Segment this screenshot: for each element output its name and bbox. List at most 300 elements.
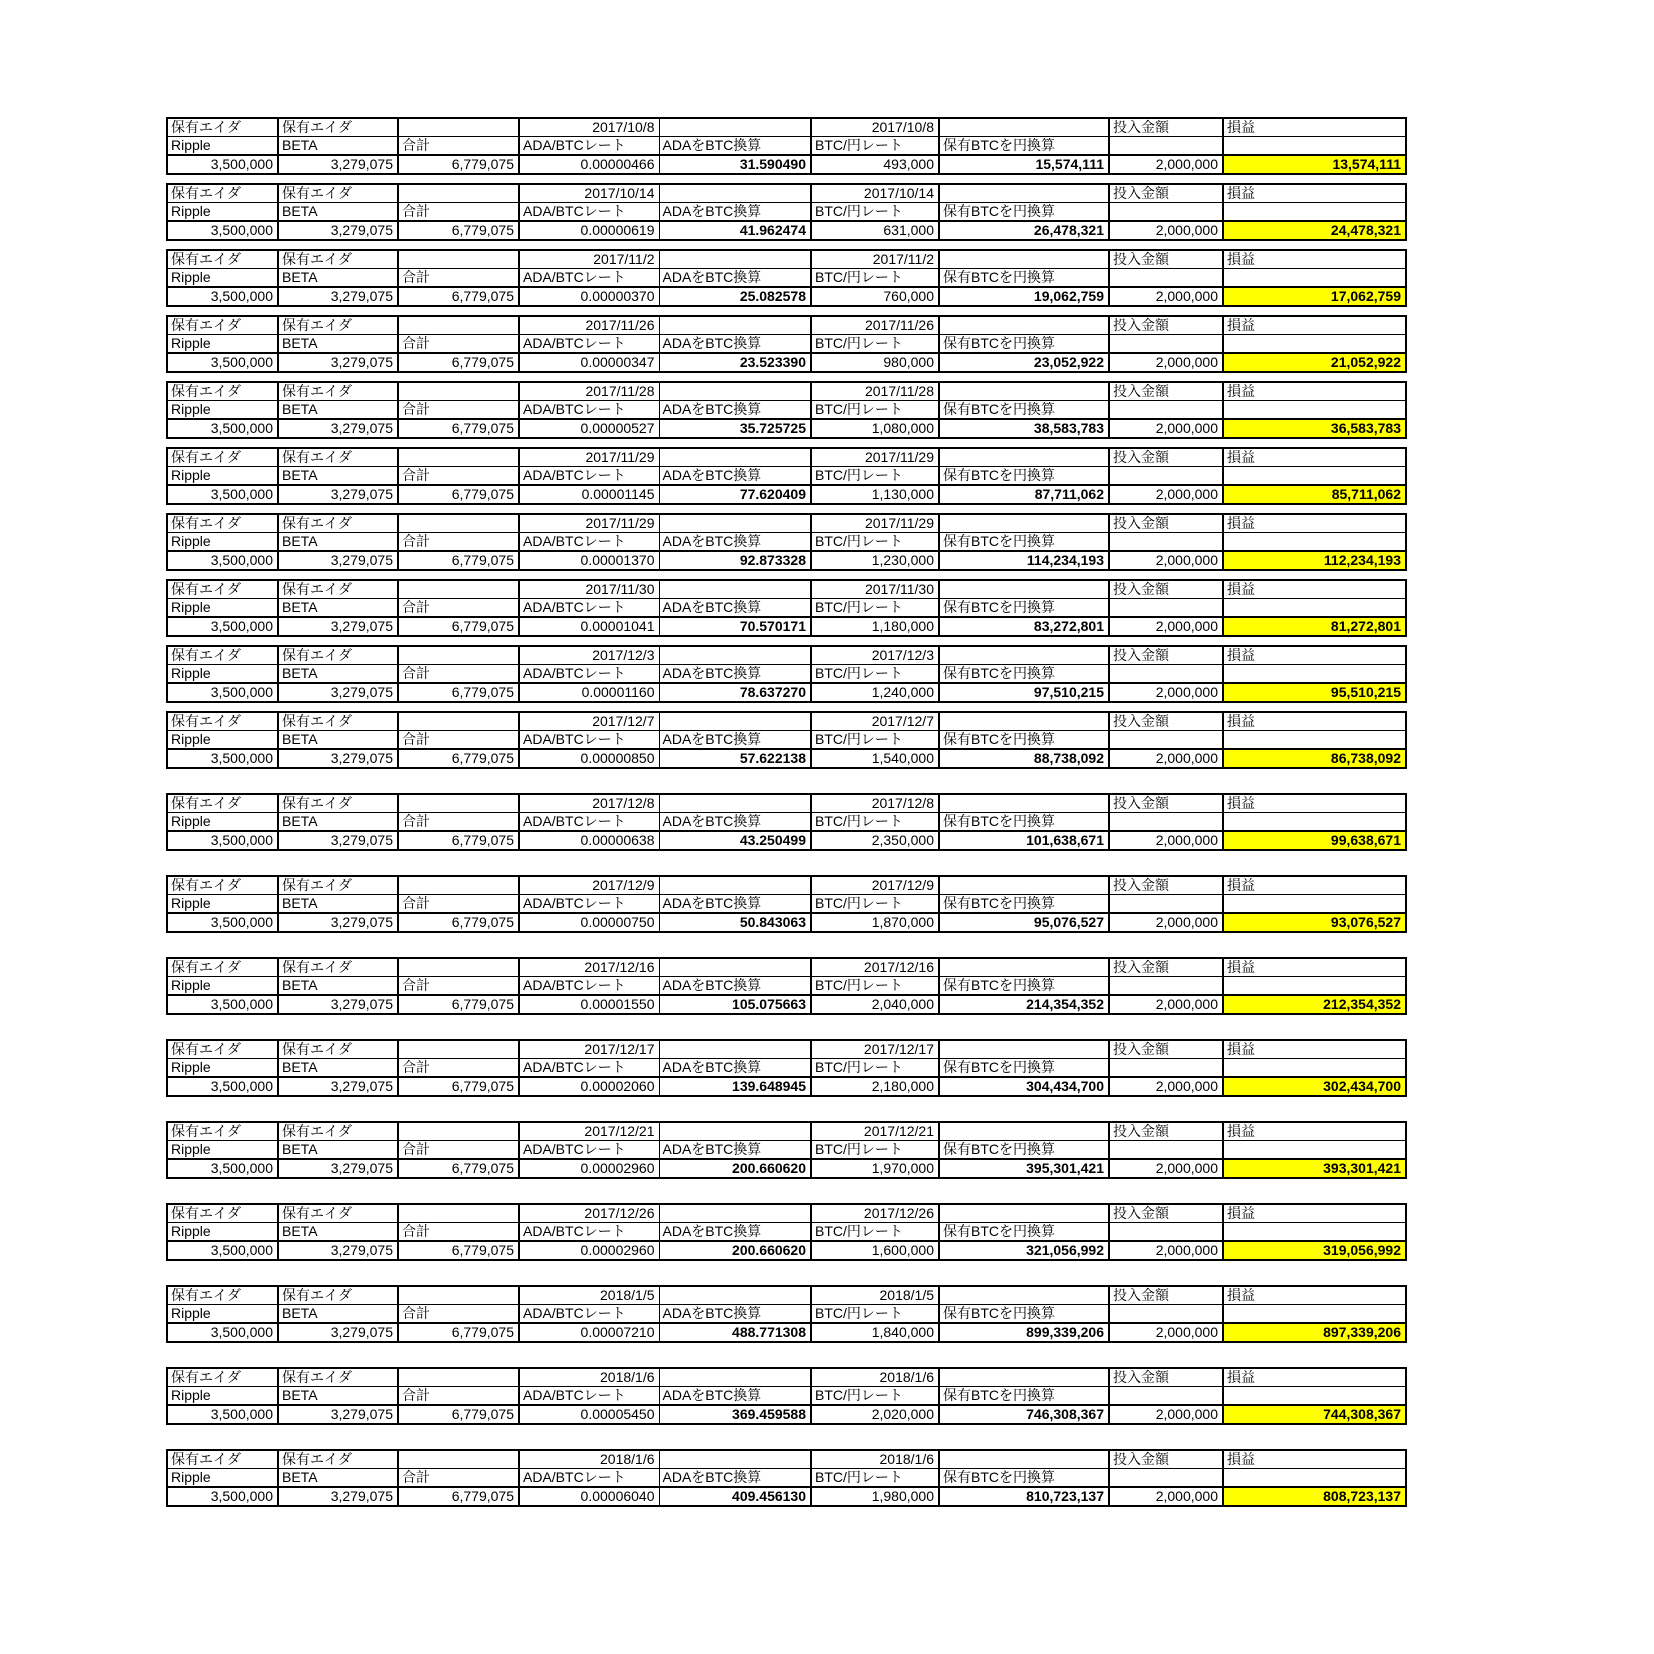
- ripple-amount-cell: 3,500,000: [167, 1405, 278, 1424]
- beta-label: BETA: [278, 665, 398, 684]
- btc-to-jpy-label: 保有BTCを円換算: [939, 977, 1109, 996]
- ripple-label: Ripple: [167, 895, 278, 914]
- btc-jpy-rate-label: BTC/円レート: [811, 1059, 939, 1078]
- holding-ada-header-2: 保有エイダ: [278, 382, 398, 401]
- holding-ada-header-2: 保有エイダ: [278, 514, 398, 533]
- total-amount-cell: 6,779,075: [398, 419, 519, 438]
- ada-btc-rate-label: ADA/BTCレート: [519, 203, 659, 222]
- btc-date-cell: 2017/12/8: [811, 794, 939, 813]
- ada-btc-rate-cell: 0.00000347: [519, 353, 659, 372]
- ada-btc-rate-label: ADA/BTCレート: [519, 1141, 659, 1160]
- btc-jpy-rate-label: BTC/円レート: [811, 1305, 939, 1324]
- beta-label: BETA: [278, 533, 398, 552]
- conversion-block: [166, 579, 1407, 637]
- ada-btc-rate-cell: 0.00001145: [519, 485, 659, 504]
- beta-label: BETA: [278, 1223, 398, 1242]
- ripple-amount-cell: 3,500,000: [167, 617, 278, 636]
- ripple-amount-cell: 3,500,000: [167, 287, 278, 306]
- spacer-cell: [1109, 203, 1223, 222]
- ada-date-cell: 2017/12/9: [519, 876, 659, 895]
- btc-to-jpy-label: 保有BTCを円換算: [939, 1387, 1109, 1406]
- holding-ada-header-1: 保有エイダ: [167, 118, 278, 137]
- ada-to-btc-label: ADAをBTC換算: [659, 1305, 811, 1324]
- block-value-row: [167, 1159, 1406, 1178]
- spacer-cell: [1223, 731, 1406, 750]
- btc-in-jpy-cell: 26,478,321: [939, 221, 1109, 240]
- invested-amount-cell: 2,000,000: [1109, 1405, 1223, 1424]
- ada-in-btc-cell: 139.648945: [659, 1077, 811, 1096]
- beta-label: BETA: [278, 1387, 398, 1406]
- beta-label: BETA: [278, 203, 398, 222]
- spacer-cell: [398, 580, 519, 599]
- btc-jpy-rate-cell: 1,180,000: [811, 617, 939, 636]
- block-header-row: [167, 382, 1406, 401]
- ripple-amount-cell: 3,500,000: [167, 1241, 278, 1260]
- total-label: 合計: [398, 895, 519, 914]
- conversion-block: [166, 381, 1407, 439]
- profit-header: 損益: [1223, 958, 1406, 977]
- block-value-row: [167, 1405, 1406, 1424]
- ada-date-cell: 2017/12/8: [519, 794, 659, 813]
- profit-value-cell: 24,478,321: [1223, 221, 1406, 240]
- btc-jpy-rate-label: BTC/円レート: [811, 467, 939, 486]
- btc-jpy-rate-label: BTC/円レート: [811, 813, 939, 832]
- profit-value-cell: 21,052,922: [1223, 353, 1406, 372]
- btc-jpy-rate-cell: 1,540,000: [811, 749, 939, 768]
- ada-date-cell: 2017/12/17: [519, 1040, 659, 1059]
- spacer-cell: [939, 118, 1109, 137]
- profit-header: 損益: [1223, 1450, 1406, 1469]
- btc-to-jpy-label: 保有BTCを円換算: [939, 1223, 1109, 1242]
- spacer-cell: [659, 794, 811, 813]
- total-amount-cell: 6,779,075: [398, 1241, 519, 1260]
- holding-ada-header-2: 保有エイダ: [278, 1040, 398, 1059]
- btc-jpy-rate-cell: 2,180,000: [811, 1077, 939, 1096]
- invested-amount-header: 投入金額: [1109, 958, 1223, 977]
- btc-to-jpy-label: 保有BTCを円換算: [939, 203, 1109, 222]
- beta-label: BETA: [278, 1305, 398, 1324]
- ada-date-cell: 2017/10/8: [519, 118, 659, 137]
- ada-btc-rate-cell: 0.00000750: [519, 913, 659, 932]
- ripple-amount-cell: 3,500,000: [167, 831, 278, 850]
- btc-date-cell: 2017/11/29: [811, 448, 939, 467]
- btc-to-jpy-label: 保有BTCを円換算: [939, 599, 1109, 618]
- holding-ada-header-2: 保有エイダ: [278, 1286, 398, 1305]
- spacer-cell: [939, 316, 1109, 335]
- spacer-cell: [1223, 599, 1406, 618]
- btc-in-jpy-cell: 38,583,783: [939, 419, 1109, 438]
- profit-header: 損益: [1223, 448, 1406, 467]
- conversion-block: [166, 645, 1407, 703]
- holding-ada-header-1: 保有エイダ: [167, 316, 278, 335]
- spacer-cell: [398, 1040, 519, 1059]
- btc-jpy-rate-label: BTC/円レート: [811, 1141, 939, 1160]
- block-value-row: [167, 287, 1406, 306]
- ada-btc-rate-label: ADA/BTCレート: [519, 335, 659, 354]
- invested-amount-header: 投入金額: [1109, 316, 1223, 335]
- invested-amount-cell: 2,000,000: [1109, 913, 1223, 932]
- total-amount-cell: 6,779,075: [398, 1077, 519, 1096]
- conversion-block: [166, 183, 1407, 241]
- ada-btc-rate-label: ADA/BTCレート: [519, 137, 659, 156]
- btc-to-jpy-label: 保有BTCを円換算: [939, 467, 1109, 486]
- spacer-cell: [1109, 895, 1223, 914]
- btc-in-jpy-cell: 304,434,700: [939, 1077, 1109, 1096]
- spacer-cell: [659, 448, 811, 467]
- profit-header: 損益: [1223, 316, 1406, 335]
- invested-amount-header: 投入金額: [1109, 794, 1223, 813]
- beta-label: BETA: [278, 335, 398, 354]
- btc-in-jpy-cell: 214,354,352: [939, 995, 1109, 1014]
- spacer-cell: [398, 646, 519, 665]
- ada-btc-rate-cell: 0.00000850: [519, 749, 659, 768]
- btc-jpy-rate-cell: 1,240,000: [811, 683, 939, 702]
- ripple-label: Ripple: [167, 335, 278, 354]
- total-label: 合計: [398, 203, 519, 222]
- invested-amount-header: 投入金額: [1109, 1040, 1223, 1059]
- profit-header: 損益: [1223, 580, 1406, 599]
- invested-amount-header: 投入金額: [1109, 448, 1223, 467]
- block-label-row: [167, 533, 1406, 552]
- holding-ada-header-2: 保有エイダ: [278, 646, 398, 665]
- holding-ada-header-1: 保有エイダ: [167, 580, 278, 599]
- conversion-block: [166, 1039, 1407, 1097]
- spacer-cell: [939, 1368, 1109, 1387]
- spacer-cell: [1223, 533, 1406, 552]
- block-label-row: [167, 335, 1406, 354]
- ripple-label: Ripple: [167, 203, 278, 222]
- spacer-cell: [398, 1286, 519, 1305]
- invested-amount-cell: 2,000,000: [1109, 749, 1223, 768]
- ada-btc-rate-label: ADA/BTCレート: [519, 599, 659, 618]
- profit-value-cell: 93,076,527: [1223, 913, 1406, 932]
- ada-to-btc-label: ADAをBTC換算: [659, 137, 811, 156]
- block-value-row: [167, 221, 1406, 240]
- ripple-label: Ripple: [167, 731, 278, 750]
- invested-amount-cell: 2,000,000: [1109, 221, 1223, 240]
- ripple-amount-cell: 3,500,000: [167, 683, 278, 702]
- spacer-cell: [1109, 1469, 1223, 1488]
- btc-in-jpy-cell: 746,308,367: [939, 1405, 1109, 1424]
- spacer-cell: [398, 1368, 519, 1387]
- holding-ada-header-2: 保有エイダ: [278, 118, 398, 137]
- spacer-cell: [1109, 533, 1223, 552]
- beta-amount-cell: 3,279,075: [278, 1487, 398, 1506]
- ripple-label: Ripple: [167, 1059, 278, 1078]
- btc-jpy-rate-cell: 493,000: [811, 155, 939, 174]
- spacer-cell: [659, 958, 811, 977]
- holding-ada-header-2: 保有エイダ: [278, 184, 398, 203]
- profit-header: 損益: [1223, 1040, 1406, 1059]
- total-amount-cell: 6,779,075: [398, 683, 519, 702]
- beta-label: BETA: [278, 1141, 398, 1160]
- ada-in-btc-cell: 488.771308: [659, 1323, 811, 1342]
- ada-btc-rate-label: ADA/BTCレート: [519, 401, 659, 420]
- holding-ada-header-1: 保有エイダ: [167, 1368, 278, 1387]
- beta-label: BETA: [278, 1469, 398, 1488]
- spacer-cell: [398, 794, 519, 813]
- btc-in-jpy-cell: 15,574,111: [939, 155, 1109, 174]
- total-label: 合計: [398, 401, 519, 420]
- conversion-block: [166, 875, 1407, 933]
- btc-in-jpy-cell: 83,272,801: [939, 617, 1109, 636]
- spacer-cell: [398, 712, 519, 731]
- btc-date-cell: 2017/11/2: [811, 250, 939, 269]
- btc-date-cell: 2018/1/5: [811, 1286, 939, 1305]
- spacer-cell: [659, 382, 811, 401]
- block-header-row: [167, 118, 1406, 137]
- ripple-label: Ripple: [167, 401, 278, 420]
- invested-amount-header: 投入金額: [1109, 876, 1223, 895]
- beta-amount-cell: 3,279,075: [278, 485, 398, 504]
- block-header-row: [167, 1204, 1406, 1223]
- invested-amount-cell: 2,000,000: [1109, 419, 1223, 438]
- ada-btc-rate-label: ADA/BTCレート: [519, 813, 659, 832]
- btc-date-cell: 2017/11/28: [811, 382, 939, 401]
- total-amount-cell: 6,779,075: [398, 1323, 519, 1342]
- spacer-cell: [1223, 1223, 1406, 1242]
- beta-amount-cell: 3,279,075: [278, 419, 398, 438]
- block-value-row: [167, 155, 1406, 174]
- total-label: 合計: [398, 335, 519, 354]
- beta-label: BETA: [278, 269, 398, 288]
- ada-to-btc-label: ADAをBTC換算: [659, 1059, 811, 1078]
- btc-date-cell: 2017/12/9: [811, 876, 939, 895]
- ada-to-btc-label: ADAをBTC換算: [659, 401, 811, 420]
- block-header-row: [167, 1286, 1406, 1305]
- holding-ada-header-1: 保有エイダ: [167, 794, 278, 813]
- btc-in-jpy-cell: 899,339,206: [939, 1323, 1109, 1342]
- conversion-block: [166, 1203, 1407, 1261]
- total-amount-cell: 6,779,075: [398, 1405, 519, 1424]
- invested-amount-cell: 2,000,000: [1109, 551, 1223, 570]
- profit-value-cell: 13,574,111: [1223, 155, 1406, 174]
- spacer-cell: [398, 250, 519, 269]
- ripple-label: Ripple: [167, 137, 278, 156]
- block-label-row: [167, 1469, 1406, 1488]
- spacer-cell: [398, 958, 519, 977]
- ada-btc-rate-cell: 0.00001370: [519, 551, 659, 570]
- ripple-label: Ripple: [167, 665, 278, 684]
- spacer-cell: [1223, 813, 1406, 832]
- block-label-row: [167, 599, 1406, 618]
- btc-to-jpy-label: 保有BTCを円換算: [939, 813, 1109, 832]
- invested-amount-cell: 2,000,000: [1109, 1159, 1223, 1178]
- btc-date-cell: 2017/12/7: [811, 712, 939, 731]
- ada-btc-rate-cell: 0.00002060: [519, 1077, 659, 1096]
- block-header-row: [167, 1040, 1406, 1059]
- block-value-row: [167, 1241, 1406, 1260]
- spacer-cell: [659, 1122, 811, 1141]
- holding-ada-header-1: 保有エイダ: [167, 1450, 278, 1469]
- holding-ada-header-1: 保有エイダ: [167, 876, 278, 895]
- holding-ada-header-2: 保有エイダ: [278, 316, 398, 335]
- btc-date-cell: 2017/11/26: [811, 316, 939, 335]
- ada-btc-rate-label: ADA/BTCレート: [519, 1223, 659, 1242]
- ada-in-btc-cell: 31.590490: [659, 155, 811, 174]
- ripple-amount-cell: 3,500,000: [167, 221, 278, 240]
- ada-date-cell: 2017/12/7: [519, 712, 659, 731]
- block-label-row: [167, 1223, 1406, 1242]
- holding-ada-header-1: 保有エイダ: [167, 646, 278, 665]
- btc-in-jpy-cell: 87,711,062: [939, 485, 1109, 504]
- btc-to-jpy-label: 保有BTCを円換算: [939, 533, 1109, 552]
- ada-date-cell: 2017/12/3: [519, 646, 659, 665]
- total-label: 合計: [398, 1141, 519, 1160]
- btc-jpy-rate-cell: 1,230,000: [811, 551, 939, 570]
- block-value-row: [167, 617, 1406, 636]
- beta-label: BETA: [278, 977, 398, 996]
- spacer-cell: [1109, 467, 1223, 486]
- profit-value-cell: 85,711,062: [1223, 485, 1406, 504]
- invested-amount-header: 投入金額: [1109, 646, 1223, 665]
- ada-to-btc-label: ADAをBTC換算: [659, 599, 811, 618]
- spacer-cell: [939, 958, 1109, 977]
- ada-date-cell: 2017/12/16: [519, 958, 659, 977]
- ada-date-cell: 2018/1/6: [519, 1368, 659, 1387]
- invested-amount-cell: 2,000,000: [1109, 995, 1223, 1014]
- block-value-row: [167, 551, 1406, 570]
- ada-btc-rate-cell: 0.00000370: [519, 287, 659, 306]
- holding-ada-header-1: 保有エイダ: [167, 958, 278, 977]
- ripple-label: Ripple: [167, 1141, 278, 1160]
- spacer-cell: [659, 646, 811, 665]
- spacer-cell: [659, 514, 811, 533]
- spacer-cell: [398, 1450, 519, 1469]
- spacer-cell: [1109, 1223, 1223, 1242]
- ada-date-cell: 2017/10/14: [519, 184, 659, 203]
- holding-ada-header-1: 保有エイダ: [167, 184, 278, 203]
- beta-amount-cell: 3,279,075: [278, 551, 398, 570]
- total-amount-cell: 6,779,075: [398, 353, 519, 372]
- block-label-row: [167, 665, 1406, 684]
- ada-btc-rate-cell: 0.00005450: [519, 1405, 659, 1424]
- spacer-cell: [659, 876, 811, 895]
- ripple-label: Ripple: [167, 1469, 278, 1488]
- profit-header: 損益: [1223, 1368, 1406, 1387]
- conversion-block: [166, 711, 1407, 769]
- holding-ada-header-2: 保有エイダ: [278, 958, 398, 977]
- total-amount-cell: 6,779,075: [398, 995, 519, 1014]
- total-label: 合計: [398, 665, 519, 684]
- spacer-cell: [659, 1368, 811, 1387]
- block-value-row: [167, 1487, 1406, 1506]
- btc-jpy-rate-label: BTC/円レート: [811, 137, 939, 156]
- btc-to-jpy-label: 保有BTCを円換算: [939, 1469, 1109, 1488]
- btc-jpy-rate-label: BTC/円レート: [811, 1469, 939, 1488]
- block-header-row: [167, 1122, 1406, 1141]
- holding-ada-header-1: 保有エイダ: [167, 1286, 278, 1305]
- spacer-cell: [1109, 665, 1223, 684]
- spacer-cell: [398, 1122, 519, 1141]
- total-amount-cell: 6,779,075: [398, 1487, 519, 1506]
- ada-btc-rate-label: ADA/BTCレート: [519, 1305, 659, 1324]
- btc-in-jpy-cell: 114,234,193: [939, 551, 1109, 570]
- holding-ada-header-2: 保有エイダ: [278, 580, 398, 599]
- btc-jpy-rate-cell: 1,980,000: [811, 1487, 939, 1506]
- block-value-row: [167, 485, 1406, 504]
- ada-date-cell: 2017/12/21: [519, 1122, 659, 1141]
- spacer-cell: [939, 1040, 1109, 1059]
- btc-date-cell: 2017/12/3: [811, 646, 939, 665]
- block-header-row: [167, 958, 1406, 977]
- ada-in-btc-cell: 23.523390: [659, 353, 811, 372]
- btc-jpy-rate-cell: 2,040,000: [811, 995, 939, 1014]
- total-amount-cell: 6,779,075: [398, 287, 519, 306]
- total-amount-cell: 6,779,075: [398, 617, 519, 636]
- total-label: 合計: [398, 977, 519, 996]
- block-label-row: [167, 977, 1406, 996]
- invested-amount-cell: 2,000,000: [1109, 617, 1223, 636]
- ripple-amount-cell: 3,500,000: [167, 155, 278, 174]
- ada-btc-rate-cell: 0.00000466: [519, 155, 659, 174]
- total-amount-cell: 6,779,075: [398, 551, 519, 570]
- spacer-cell: [939, 712, 1109, 731]
- spacer-cell: [1223, 665, 1406, 684]
- spacer-cell: [939, 1450, 1109, 1469]
- ada-in-btc-cell: 57.622138: [659, 749, 811, 768]
- total-label: 合計: [398, 467, 519, 486]
- btc-date-cell: 2017/12/26: [811, 1204, 939, 1223]
- ada-btc-rate-label: ADA/BTCレート: [519, 977, 659, 996]
- btc-to-jpy-label: 保有BTCを円換算: [939, 401, 1109, 420]
- block-value-row: [167, 995, 1406, 1014]
- btc-in-jpy-cell: 101,638,671: [939, 831, 1109, 850]
- block-value-row: [167, 683, 1406, 702]
- total-amount-cell: 6,779,075: [398, 155, 519, 174]
- btc-jpy-rate-label: BTC/円レート: [811, 665, 939, 684]
- btc-date-cell: 2017/11/29: [811, 514, 939, 533]
- invested-amount-header: 投入金額: [1109, 250, 1223, 269]
- ada-btc-rate-label: ADA/BTCレート: [519, 1059, 659, 1078]
- conversion-block: [166, 1449, 1407, 1507]
- ada-in-btc-cell: 41.962474: [659, 221, 811, 240]
- spacer-cell: [939, 184, 1109, 203]
- spacer-cell: [1223, 203, 1406, 222]
- ripple-amount-cell: 3,500,000: [167, 353, 278, 372]
- invested-amount-header: 投入金額: [1109, 712, 1223, 731]
- spacer-cell: [398, 1204, 519, 1223]
- profit-value-cell: 95,510,215: [1223, 683, 1406, 702]
- ada-in-btc-cell: 43.250499: [659, 831, 811, 850]
- ripple-label: Ripple: [167, 269, 278, 288]
- ada-btc-rate-cell: 0.00000619: [519, 221, 659, 240]
- ripple-label: Ripple: [167, 977, 278, 996]
- beta-amount-cell: 3,279,075: [278, 1323, 398, 1342]
- holding-ada-header-1: 保有エイダ: [167, 250, 278, 269]
- total-label: 合計: [398, 269, 519, 288]
- spacer-cell: [398, 876, 519, 895]
- block-header-row: [167, 514, 1406, 533]
- holding-ada-header-2: 保有エイダ: [278, 1204, 398, 1223]
- ada-date-cell: 2017/11/2: [519, 250, 659, 269]
- ada-in-btc-cell: 105.075663: [659, 995, 811, 1014]
- holding-ada-header-1: 保有エイダ: [167, 1204, 278, 1223]
- ada-btc-rate-label: ADA/BTCレート: [519, 269, 659, 288]
- spacer-cell: [659, 1286, 811, 1305]
- spacer-cell: [398, 184, 519, 203]
- block-header-row: [167, 1368, 1406, 1387]
- beta-label: BETA: [278, 467, 398, 486]
- ada-btc-rate-label: ADA/BTCレート: [519, 467, 659, 486]
- total-label: 合計: [398, 1223, 519, 1242]
- ada-btc-rate-cell: 0.00001041: [519, 617, 659, 636]
- btc-jpy-rate-cell: 631,000: [811, 221, 939, 240]
- ada-in-btc-cell: 369.459588: [659, 1405, 811, 1424]
- profit-header: 損益: [1223, 184, 1406, 203]
- beta-amount-cell: 3,279,075: [278, 995, 398, 1014]
- beta-amount-cell: 3,279,075: [278, 1159, 398, 1178]
